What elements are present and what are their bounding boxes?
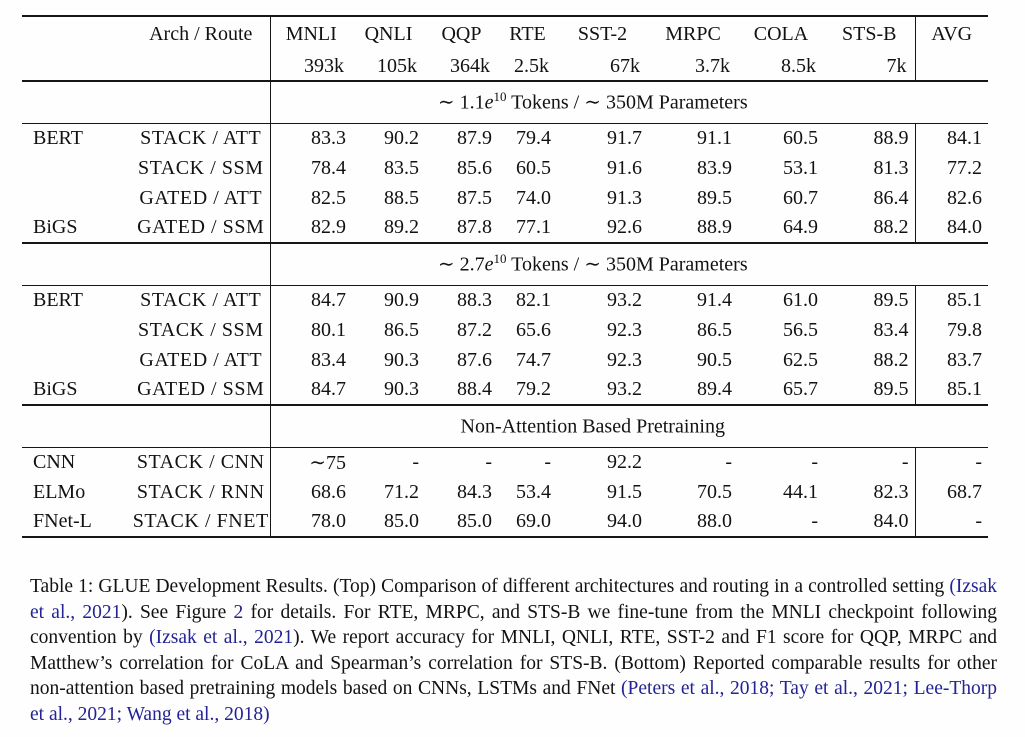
score-cell: 61.0 xyxy=(783,288,818,311)
task-size: 8.5k xyxy=(738,52,824,81)
arch-route-value: STACK / SSM xyxy=(137,156,264,179)
score-cell: 90.3 xyxy=(384,348,419,371)
score-cell: 53.1 xyxy=(783,156,818,179)
score-cell: 60.5 xyxy=(783,126,818,149)
model-name: BERT xyxy=(33,288,83,311)
section-title-part: e xyxy=(484,92,494,115)
score-cell: ∼75 xyxy=(270,447,352,477)
header-row-sizes xyxy=(22,52,988,81)
score-cell: 94.0 xyxy=(557,507,648,537)
avg-cell: 85.1 xyxy=(915,375,988,405)
score-cell: 60.7 xyxy=(783,186,818,209)
table-row xyxy=(22,477,988,507)
citation-link[interactable]: (Izsak et al., 2021 xyxy=(30,576,997,623)
score-cell: 86.5 xyxy=(697,318,732,341)
arch-route-value: STACK / RNN xyxy=(136,480,265,503)
avg-cell: 84.0 xyxy=(915,213,988,243)
score-cell: 84.7 xyxy=(270,375,352,405)
score-cell: 87.9 xyxy=(457,126,492,149)
section-title xyxy=(270,81,915,123)
model-name: ELMo xyxy=(33,480,86,503)
score-cell: 86.4 xyxy=(873,186,909,209)
citation-link[interactable]: 2 xyxy=(233,601,244,623)
table-row xyxy=(22,285,988,315)
score-cell: 90.3 xyxy=(352,375,425,405)
score-cell: 74.0 xyxy=(516,186,551,209)
arch-route-value: STACK / ATT xyxy=(140,288,262,311)
score-cell: 82.9 xyxy=(270,213,352,243)
score-cell: 70.5 xyxy=(697,480,732,503)
score-cell: 87.8 xyxy=(425,213,498,243)
task-header: MRPC xyxy=(665,23,721,45)
avg-cell: 85.1 xyxy=(915,285,988,315)
model-name: FNet-L xyxy=(22,507,132,537)
score-cell: 87.5 xyxy=(457,186,492,209)
caption-text: ). See Figure xyxy=(121,601,234,623)
arch-route-value: GATED / SSM xyxy=(132,375,270,405)
header-row-names xyxy=(22,16,988,52)
score-cell: 80.1 xyxy=(270,315,352,345)
score-cell: 44.1 xyxy=(783,480,818,503)
score-cell: 69.0 xyxy=(498,507,557,537)
score-cell: 56.5 xyxy=(783,318,818,341)
section-title-part: e xyxy=(484,254,494,277)
section-title-part: ∼ 2.7 xyxy=(437,254,485,277)
task-header: SST-2 xyxy=(577,23,628,45)
arch-route-value: STACK / SSM xyxy=(137,318,264,341)
section-title-row xyxy=(22,405,988,447)
avg-cell: 68.7 xyxy=(915,477,988,507)
score-cell: 93.2 xyxy=(557,375,648,405)
score-cell: 92.3 xyxy=(607,318,642,341)
glue-results-table xyxy=(22,15,988,538)
arch-route-header: Arch / Route xyxy=(149,23,253,45)
score-cell: 88.9 xyxy=(873,126,909,149)
caption-text: Table 1: GLUE Development Results. (Top) Comparison of different architectures and routing in a controlled setting xyxy=(30,576,950,597)
score-cell: 87.6 xyxy=(457,348,492,371)
score-cell: 84.7 xyxy=(270,285,352,315)
task-size: 364k xyxy=(425,52,498,81)
title-blank-cell xyxy=(22,405,270,447)
task-size: 105k xyxy=(352,52,425,81)
header-blank-cell xyxy=(132,52,270,81)
section-title-part: ∼ 1.1 xyxy=(437,92,485,115)
score-cell: - xyxy=(811,450,818,473)
score-cell: 88.0 xyxy=(648,507,738,537)
task-size: 67k xyxy=(557,52,648,81)
score-cell: 90.5 xyxy=(697,348,732,371)
score-cell: 83.4 xyxy=(270,345,352,375)
section-title-part: Tokens / ∼ 350M Parameters xyxy=(506,92,748,115)
avg-cell: 82.6 xyxy=(915,183,988,213)
table-row xyxy=(22,507,988,537)
section-1 xyxy=(22,81,988,243)
score-cell: 88.5 xyxy=(384,186,419,209)
task-size: 393k xyxy=(270,52,352,81)
score-cell: 91.1 xyxy=(697,126,732,149)
section-title-exponent: 10 xyxy=(493,89,507,105)
table-row xyxy=(22,213,988,243)
model-name xyxy=(22,345,132,375)
table-row xyxy=(22,375,988,405)
score-cell: 79.2 xyxy=(498,375,557,405)
score-cell: 78.0 xyxy=(270,507,352,537)
score-cell: 91.6 xyxy=(607,156,642,179)
title-blank-cell xyxy=(22,243,270,285)
score-cell: 82.5 xyxy=(270,183,352,213)
section-title-row xyxy=(22,81,988,123)
task-header: MNLI xyxy=(270,16,352,52)
score-cell: 85.0 xyxy=(425,507,498,537)
score-cell: 53.4 xyxy=(516,480,551,503)
score-cell: 91.3 xyxy=(607,186,642,209)
score-cell: 82.3 xyxy=(873,480,909,503)
table-row xyxy=(22,447,988,477)
header-blank-cell xyxy=(915,52,988,81)
avg-cell: - xyxy=(915,507,988,537)
score-cell: 79.4 xyxy=(516,126,551,149)
table-row xyxy=(22,345,988,375)
model-name: BiGS xyxy=(22,375,132,405)
score-cell: 62.5 xyxy=(783,348,818,371)
score-cell: 86.5 xyxy=(384,318,419,341)
caption-text: for details. For RTE, MRPC, and STS-B we fine-tune from the MNLI checkpoint following convention by xyxy=(30,601,997,648)
score-cell: 93.2 xyxy=(607,288,642,311)
section-title xyxy=(270,405,915,447)
score-cell: - xyxy=(485,450,492,473)
table-row xyxy=(22,315,988,345)
score-cell: 65.7 xyxy=(738,375,824,405)
arch-route-value: GATED / SSM xyxy=(132,213,270,243)
score-cell: 85.6 xyxy=(457,156,492,179)
score-cell: - xyxy=(412,450,419,473)
task-header: QNLI xyxy=(364,23,413,45)
task-header: RTE xyxy=(509,23,546,45)
score-cell: - xyxy=(738,507,824,537)
score-cell: 71.2 xyxy=(384,480,419,503)
score-cell: 92.3 xyxy=(607,348,642,371)
section-title-part: Tokens / ∼ 350M Parameters xyxy=(506,254,748,277)
section-title xyxy=(270,243,915,285)
task-size: 7k xyxy=(824,52,915,81)
title-blank-cell xyxy=(915,405,988,447)
score-cell: 91.5 xyxy=(607,480,642,503)
avg-cell: - xyxy=(915,447,988,477)
avg-cell: 84.1 xyxy=(915,123,988,153)
score-cell: 83.3 xyxy=(270,123,352,153)
model-name: BERT xyxy=(33,126,83,149)
score-cell: 88.9 xyxy=(648,213,738,243)
header-blank-cell xyxy=(22,16,132,52)
arch-route-value: STACK / CNN xyxy=(136,450,265,473)
task-header: QQP xyxy=(441,23,482,45)
citation-link[interactable]: (Peters et al., 2018; Tay et al., 2021; Lee-Thorp et al., 2021; Wang et al., 2018) xyxy=(30,678,997,725)
section-title-exponent: 10 xyxy=(493,251,507,267)
title-blank-cell xyxy=(22,81,270,123)
arch-route-value: STACK / ATT xyxy=(140,126,262,149)
score-cell: 64.9 xyxy=(738,213,824,243)
section-3 xyxy=(22,405,988,537)
score-cell: 91.7 xyxy=(607,126,642,149)
citation-link[interactable]: (Izsak et al., 2021 xyxy=(149,627,294,648)
avg-cell: 77.2 xyxy=(915,153,988,183)
score-cell: 89.2 xyxy=(352,213,425,243)
table-row xyxy=(22,123,988,153)
score-cell: 65.6 xyxy=(516,318,551,341)
score-cell: - xyxy=(901,450,909,473)
score-cell: 87.2 xyxy=(457,318,492,341)
score-cell: 77.1 xyxy=(498,213,557,243)
model-name: BiGS xyxy=(22,213,132,243)
task-size: 3.7k xyxy=(648,52,738,81)
score-cell: 90.9 xyxy=(384,288,419,311)
arch-route-value: GATED / ATT xyxy=(139,348,263,371)
section-2 xyxy=(22,243,988,405)
score-cell: 82.1 xyxy=(516,288,551,311)
figure-caption xyxy=(30,574,997,727)
score-cell: - xyxy=(725,450,732,473)
score-cell: 88.2 xyxy=(873,348,909,371)
header-blank-cell xyxy=(22,52,132,81)
table-header xyxy=(22,16,988,81)
model-name xyxy=(22,183,132,213)
score-cell: - xyxy=(544,450,551,473)
score-cell: 88.3 xyxy=(457,288,492,311)
table-row xyxy=(22,183,988,213)
score-cell: 92.6 xyxy=(557,213,648,243)
title-blank-cell xyxy=(915,81,988,123)
score-cell: 89.5 xyxy=(873,288,909,311)
score-cell: 88.4 xyxy=(425,375,498,405)
score-cell: 92.2 xyxy=(607,450,642,473)
score-cell: 83.5 xyxy=(384,156,419,179)
table-row xyxy=(22,153,988,183)
score-cell: 84.3 xyxy=(457,480,492,503)
score-cell: 68.6 xyxy=(270,477,352,507)
avg-header: AVG xyxy=(915,16,988,52)
task-header: STS-B xyxy=(842,23,897,45)
score-cell: 88.2 xyxy=(824,213,915,243)
arch-route-value: STACK / FNET xyxy=(132,507,270,537)
section-title-row xyxy=(22,243,988,285)
caption-text: ). We report accuracy for MNLI, QNLI, RTE, SST-2 and F1 score for QQP, MRPC and Matthew’s correlation for CoLA and Spearman’s correlation for STS-B. (Bottom) Reported comparable results for other non-attention based pretraining models based on CNNs, LSTMs and FNet xyxy=(30,627,997,699)
score-cell: 84.0 xyxy=(824,507,915,537)
score-cell: 89.5 xyxy=(697,186,732,209)
task-size: 2.5k xyxy=(498,52,557,81)
score-cell: 83.4 xyxy=(873,318,909,341)
avg-cell: 83.7 xyxy=(915,345,988,375)
model-name xyxy=(22,153,132,183)
model-name xyxy=(22,315,132,345)
title-blank-cell xyxy=(915,243,988,285)
score-cell: 90.2 xyxy=(384,126,419,149)
score-cell: 60.5 xyxy=(516,156,551,179)
score-cell: 78.4 xyxy=(270,153,352,183)
score-cell: 89.4 xyxy=(648,375,738,405)
arch-route-value: GATED / ATT xyxy=(139,186,263,209)
score-cell: 74.7 xyxy=(516,348,551,371)
score-cell: 89.5 xyxy=(824,375,915,405)
score-cell: 85.0 xyxy=(352,507,425,537)
task-header: COLA xyxy=(753,23,809,45)
score-cell: 83.9 xyxy=(697,156,732,179)
avg-cell: 79.8 xyxy=(915,315,988,345)
score-cell: 81.3 xyxy=(873,156,909,179)
section-title-part: Non-Attention Based Pretraining xyxy=(460,416,725,439)
score-cell: 91.4 xyxy=(697,288,732,311)
model-name: CNN xyxy=(33,450,76,473)
